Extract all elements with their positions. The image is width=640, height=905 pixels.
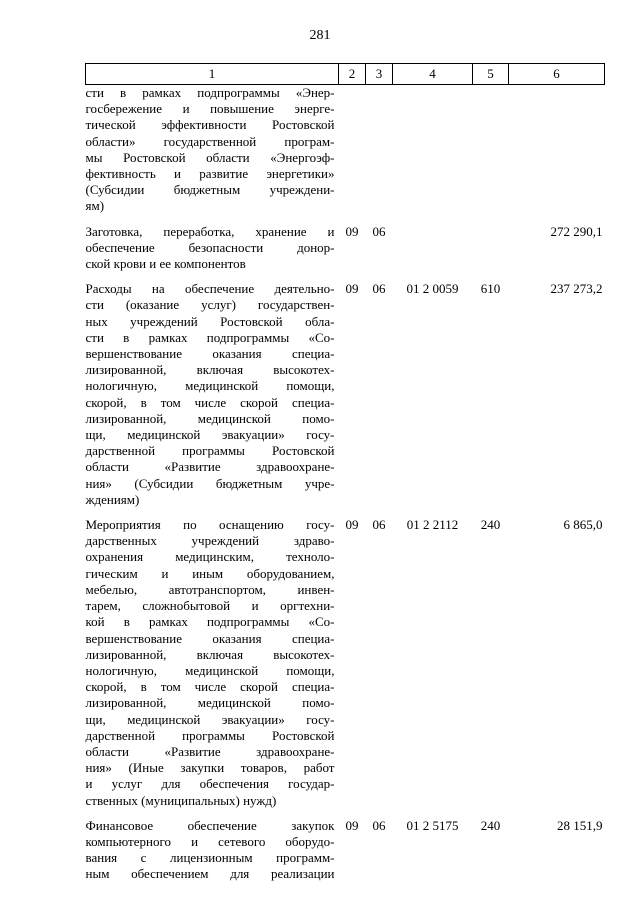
header-col-6: 6: [509, 64, 605, 85]
description-line: охранения медицинским, техноло-: [85, 549, 335, 565]
row-amount: [509, 85, 605, 215]
description-line: лизированной, медицинской помо-: [85, 410, 335, 426]
description-line: сти в рамках подпрограммы «Со-: [85, 329, 335, 345]
row-spacer-cell: [86, 272, 605, 281]
description-line: дарственной программы Ростовской: [85, 727, 335, 743]
row-subsection: 06: [372, 281, 386, 297]
row-expense-type: 240: [480, 817, 501, 833]
row-target-article: [393, 85, 473, 215]
row-spacer: [86, 272, 605, 281]
description-line: Заготовка, переработка, хранение и: [85, 223, 335, 239]
description-line: щи, медицинской эвакуации» госу-: [85, 427, 335, 443]
description-line: компьютерного и сетевого оборудо-: [85, 833, 335, 849]
header-col-5: 5: [473, 64, 509, 85]
description-line: щи, медицинской эвакуации» госу-: [85, 711, 335, 727]
description-line: области «Развитие здравоохране-: [85, 743, 335, 759]
row-amount: 28 151,9: [557, 817, 603, 833]
row-spacer-cell: [86, 215, 605, 224]
description-line: скорой, в том числе скорой специа-: [85, 394, 335, 410]
row-subsection: [366, 85, 393, 215]
header-col-2: 2: [339, 64, 366, 85]
description-line: ственных (муниципальных) нужд): [85, 792, 277, 808]
row-subsection: 06: [372, 517, 386, 533]
description-line: (Субсидии бюджетным учреждени-: [85, 182, 335, 198]
row-expense-type: [473, 85, 509, 215]
description-line: Финансовое обеспечение закупок: [85, 817, 335, 833]
page-number: 281: [309, 28, 331, 43]
description-line: сти в рамках подпрограммы «Энер-: [85, 85, 335, 100]
description-line: дарственных учреждений здраво-: [85, 533, 335, 549]
description-line: лизированной, включая высокотех-: [85, 362, 335, 378]
row-spacer-cell: [86, 809, 605, 818]
row-expense-type: 610: [480, 281, 501, 297]
row-section: [339, 85, 366, 215]
row-spacer-cell: [86, 508, 605, 517]
description-line: вершенствование оказания специа-: [85, 346, 335, 362]
row-description: [86, 281, 339, 508]
row-spacer: [86, 508, 605, 517]
description-line: сти (оказание услуг) государствен-: [85, 297, 335, 313]
description-line: ждениям): [85, 491, 140, 507]
description-line: нологичную, медицинской помощи,: [85, 662, 335, 678]
description-line: тической эффективности Ростовской: [85, 117, 335, 133]
table-row: [86, 517, 605, 809]
description-line: гическим и иным оборудованием,: [85, 565, 335, 581]
description-line: нологичную, медицинской помощи,: [85, 378, 335, 394]
header-row: [86, 64, 605, 85]
row-section: 09: [345, 517, 359, 533]
description-line: тарем, сложнобытовой и оргтехни-: [85, 598, 335, 614]
description-line: лизированной, включая высокотех-: [85, 646, 335, 662]
row-description: [86, 517, 339, 809]
description-line: мебелью, автотранспортом, инвен-: [85, 581, 335, 597]
row-target-article: 01 2 2112: [406, 517, 459, 533]
description-line: области «Развитие здравоохране-: [85, 459, 335, 475]
description-line: фективность и развитие энергетики»: [85, 166, 335, 182]
description-line: вершенствование оказания специа-: [85, 630, 335, 646]
description-line: области» государственной програм-: [85, 133, 335, 149]
description-line: Расходы на обеспечение деятельно-: [85, 281, 335, 297]
description-line: ния» (Субсидии бюджетным учре-: [85, 475, 335, 491]
table-row: [86, 85, 605, 215]
header-col-1: 1: [86, 64, 339, 85]
row-amount: 6 865,0: [563, 517, 603, 533]
row-target-article: 01 2 5175: [406, 817, 459, 833]
table-row: [86, 224, 605, 273]
description-line: скорой, в том числе скорой специа-: [85, 679, 335, 695]
description-line: ния» (Иные закупки товаров, работ: [85, 760, 335, 776]
description-line: ской крови и ее компонентов: [85, 256, 246, 272]
description-line: мы Ростовской области «Энергоэф-: [85, 149, 335, 165]
description-line: ных учреждений Ростовской обла-: [85, 313, 335, 329]
row-description: [86, 224, 339, 273]
description-line: ным обеспечением для реализации: [85, 866, 335, 882]
row-amount: 272 290,1: [550, 223, 603, 239]
row-subsection: 06: [372, 817, 386, 833]
description-line: обеспечение безопасности донор-: [85, 239, 335, 255]
row-description: [86, 818, 339, 883]
row-amount: 237 273,2: [550, 281, 603, 297]
description-line: лизированной, медицинской помо-: [85, 695, 335, 711]
description-line: кой в рамках подпрограммы «Со-: [85, 614, 335, 630]
table-body: [86, 85, 605, 883]
description-line: госбережение и повышение энерге-: [85, 101, 335, 117]
row-description: [86, 85, 339, 215]
row-expense-type: 240: [480, 517, 501, 533]
row-section: 09: [345, 817, 359, 833]
description-line: вания с лицензионным программ-: [85, 850, 335, 866]
budget-table: [85, 63, 605, 883]
row-target-article: [393, 224, 473, 273]
row-section: 09: [345, 223, 359, 239]
row-expense-type: [473, 224, 509, 273]
description-line: ям): [85, 198, 105, 214]
row-spacer: [86, 215, 605, 224]
header-col-4: 4: [393, 64, 473, 85]
row-spacer: [86, 809, 605, 818]
table-row: [86, 818, 605, 883]
table-header: [86, 64, 605, 85]
row-target-article: 01 2 0059: [406, 281, 459, 297]
row-section: 09: [345, 281, 359, 297]
table-row: [86, 281, 605, 508]
description-line: и услуг для обеспечения государ-: [85, 776, 335, 792]
header-col-3: 3: [366, 64, 393, 85]
description-line: дарственной программы Ростовской: [85, 443, 335, 459]
row-subsection: 06: [372, 223, 386, 239]
description-line: Мероприятия по оснащению госу-: [85, 517, 335, 533]
